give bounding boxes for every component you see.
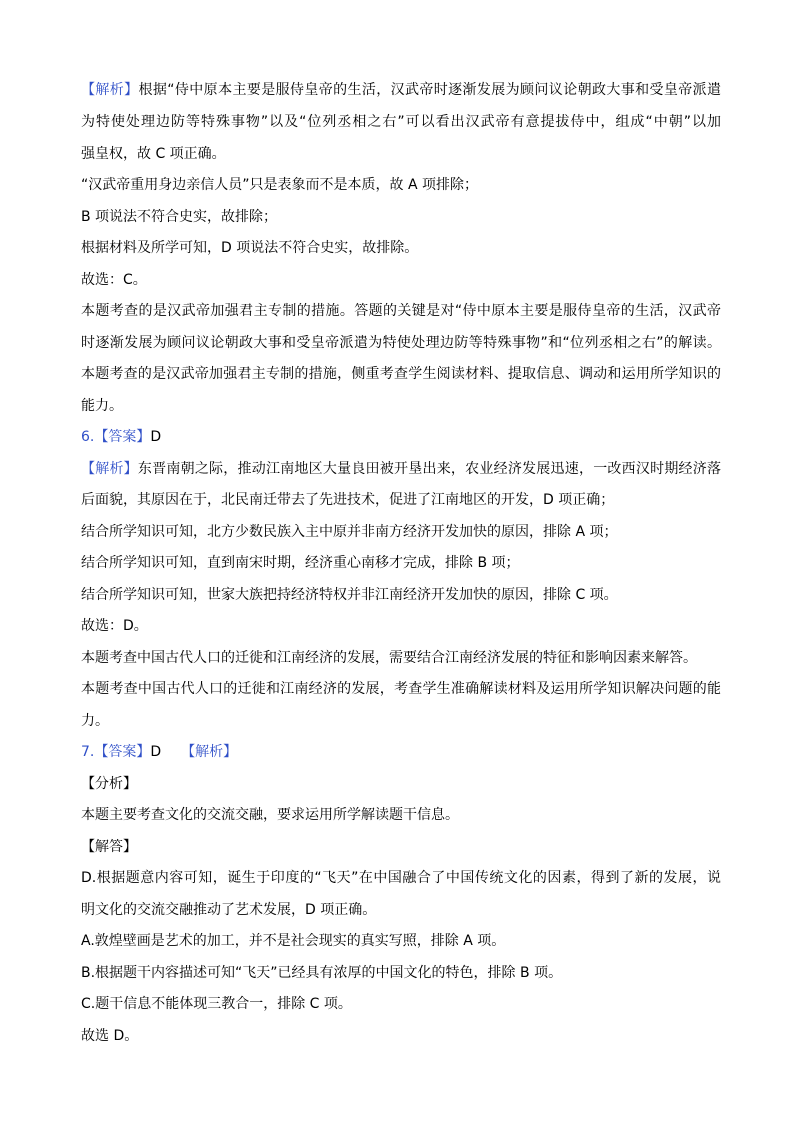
q5-analysis-line-1 — [81, 81, 721, 99]
q5-analysis-tag: 【解析】 — [81, 82, 139, 98]
q6-analysis-line-1 — [81, 460, 721, 478]
q7-option-a-line: A.敦煌壁画是艺术的加工，并不是社会现实的真实写照，排除 A 项。 — [81, 933, 506, 949]
q7-fenxi-heading: 【分析】 — [81, 776, 137, 792]
q6-option-c-line: 结合所学知识可知，世家大族把持经济特权并非江南经济开发加快的原因，排除 C 项。 — [81, 587, 618, 603]
q5-option-d-line: 根据材料及所学可知，D 项说法不符合史实，故排除。 — [81, 240, 419, 256]
q6-summary-line-2: 本题考查中国古代人口的迁徙和江南经济的发展，考查学生准确解读材料及运用所学知识解决问题的能 — [81, 681, 721, 697]
q7-option-d-line-1: D.根据题意内容可知，诞生于印度的“飞天”在中国融合了中国传统文化的因素，得到了新的发展，说 — [81, 870, 721, 886]
q5-analysis-text: 根据“侍中原本主要是服侍皇帝的生活，汉武帝时逐渐发展为顾问议论朝政大事和受皇帝派遣 — [138, 82, 721, 98]
q6-option-a-line: 结合所学知识可知，北方少数民族入主中原并非南方经济开发加快的原因，排除 A 项； — [81, 524, 618, 540]
q7-answer-tag: 【答案】 — [94, 744, 151, 760]
q7-answer: D — [150, 744, 162, 760]
q6-analysis-tag: 【解析】 — [81, 461, 138, 477]
q7-number: 7. — [81, 744, 95, 760]
q7-option-b-line: B.根据题干内容描述可知“飞天”已经具有浓厚的中国文化的特色，排除 B 项。 — [81, 965, 563, 981]
q6-answer: D — [150, 429, 162, 445]
q5-option-b-line: B 项说法不符合史实，故排除； — [81, 209, 278, 225]
q6-number: 6. — [81, 429, 95, 445]
q7-analysis-tag: 【解析】 — [181, 744, 238, 760]
q6-choice-line: 故选：D。 — [81, 618, 148, 634]
q6-analysis-line-2: 后面貌，其原因在于，北民南迁带去了先进技术，促进了江南地区的开发，D 项正确； — [81, 492, 615, 508]
q7-fenxi-text: 本题主要考查文化的交流交融，要求运用所学解读题干信息。 — [81, 807, 459, 823]
q6-summary-line-3: 力。 — [81, 713, 109, 729]
q6-option-b-line: 结合所学知识可知，直到南宋时期，经济重心南移才完成，排除 B 项； — [81, 555, 520, 571]
q6-answer-tag: 【答案】 — [94, 429, 151, 445]
q5-option-a-line: “汉武帝重用身边亲信人员”只是表象而不是本质，故 A 项排除； — [81, 177, 478, 193]
q7-choice-line: 故选 D。 — [81, 1028, 139, 1044]
q6-answer-line — [81, 428, 721, 446]
q5-summary-line-2: 时逐渐发展为顾问议论朝政大事和受皇帝派遣为特使处理边防等特殊事物”和“位列丞相之右”的解读。 — [81, 335, 721, 351]
q6-summary-line-1: 本题考查中国古代人口的迁徙和江南经济的发展，需要结合江南经济发展的特征和影响因素来解答。 — [81, 650, 697, 666]
q5-analysis-line-2: 为特使处理边防等特殊事物”以及“位列丞相之右”可以看出汉武帝有意提拔侍中，组成“中朝”以加 — [81, 114, 721, 130]
q5-choice-line: 故选：C。 — [81, 272, 147, 288]
q7-jieda-heading: 【解答】 — [81, 839, 137, 855]
q5-summary-line-4: 能力。 — [81, 398, 123, 414]
q5-analysis-line-3: 强皇权，故 C 项正确。 — [81, 146, 226, 162]
q5-summary-line-1: 本题考查的是汉武帝加强君主专制的措施。答题的关键是对“侍中原本主要是服侍皇帝的生活，汉武帝 — [81, 303, 721, 319]
q7-option-c-line: C.题干信息不能体现三教合一，排除 C 项。 — [81, 996, 352, 1012]
q7-answer-line — [81, 743, 721, 761]
q6-analysis-text: 东晋南朝之际，推动江南地区大量良田被开垦出来，农业经济发展迅速，一改西汉时期经济落 — [137, 461, 722, 477]
q5-summary-line-3: 本题考查的是汉武帝加强君主专制的措施，侧重考查学生阅读材料、提取信息、调动和运用所学知识的 — [81, 366, 721, 382]
q7-option-d-line-2: 明文化的交流交融推动了艺术发展，D 项正确。 — [81, 902, 377, 918]
